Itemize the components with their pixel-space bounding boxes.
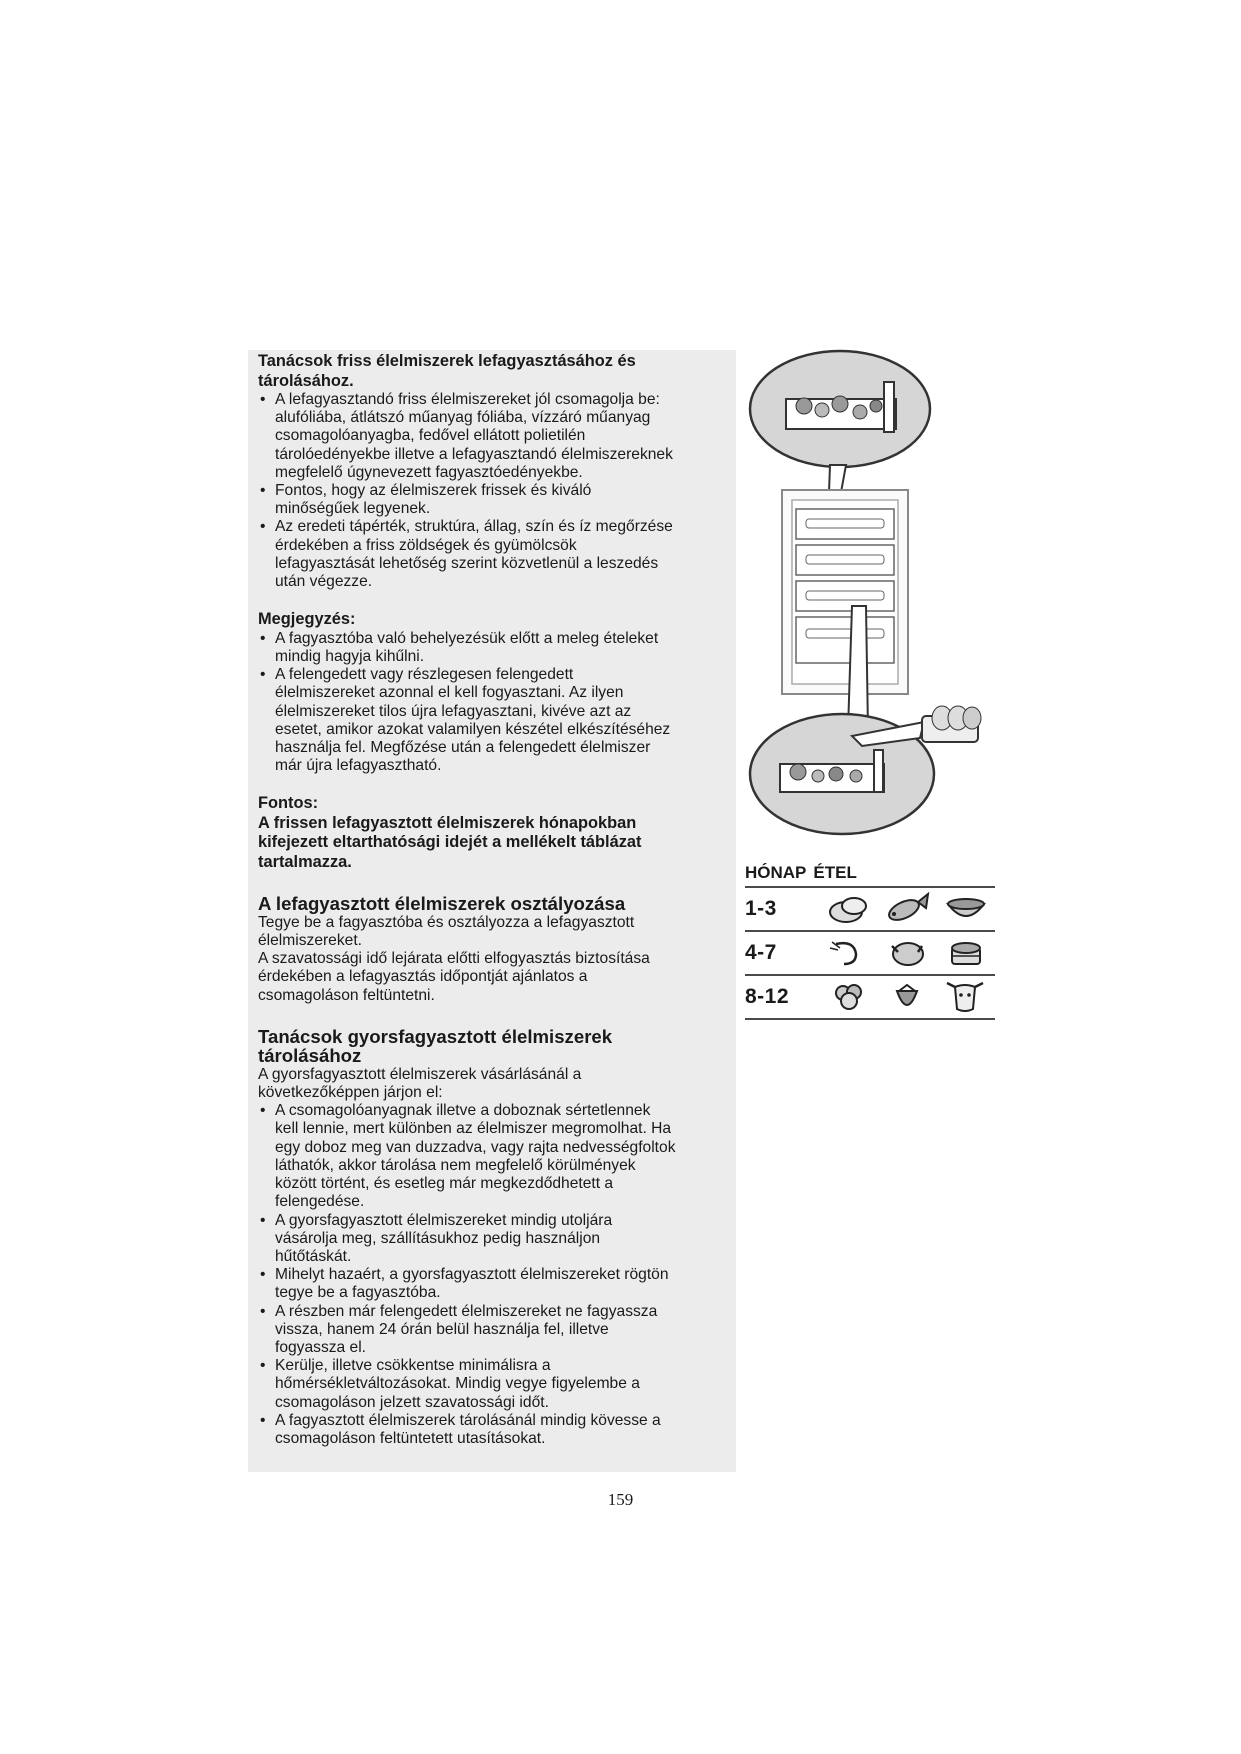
months-cell: 4-7 bbox=[745, 941, 777, 964]
freezer-illustration bbox=[744, 344, 1004, 844]
months-cell: 1-3 bbox=[745, 897, 777, 920]
cow-icon bbox=[943, 979, 987, 1015]
frozen-tips-bullet-list bbox=[258, 1102, 726, 1448]
table-row bbox=[745, 888, 995, 932]
note-bullet-list bbox=[258, 630, 726, 776]
fish-icon bbox=[884, 892, 930, 926]
classification-title: A lefagyasztott élelmiszerek osztályozása bbox=[258, 893, 626, 915]
strawberry-icon bbox=[887, 979, 927, 1015]
header-food: ÉTEL bbox=[813, 863, 857, 882]
frozen-tips-title: Tanácsok gyorsfagyasztott élelmiszerek tárolásához bbox=[258, 1025, 613, 1067]
bullet-item: • A részben már felengedett élelmiszereket ne fagyassza vissza, hanem 24 órán belül használja fel, illetve fogyassza el. bbox=[258, 1303, 726, 1358]
bullet-item: • Mihelyt hazaért, a gyorsfagyasztott élelmiszereket rögtön tegye be a fagyasztóba. bbox=[258, 1266, 726, 1302]
section-important bbox=[258, 794, 726, 872]
classification-text: Tegye be a fagyasztóba és osztályozza a lefagyasztott élelmiszereket. A szavatossági idő lejárata előtti elfogyasztás biztosítása érdekében a lefagyasztás időpontját ajánlatos a csomagoláson feltüntetni. bbox=[258, 913, 650, 1004]
bullet-item: • Kerülje, illetve csökkentse minimálisra a hőmérsékletváltozásokat. Mindig vegye figyelembe a csomagoláson jelzett szavatossági időt. bbox=[258, 1357, 726, 1412]
months-cell: 8-12 bbox=[745, 985, 790, 1008]
bread-icon bbox=[826, 892, 870, 926]
bullet-item: • A gyorsfagyasztott élelmiszereket mindig utoljára vásárolja meg, szállításukhoz pedig használjon hűtőtáskát. bbox=[258, 1212, 726, 1267]
section-frozen-tips bbox=[258, 1027, 726, 1448]
food-icons-cell bbox=[819, 979, 995, 1015]
bullet-item: • A fagyasztott élelmiszerek tárolásánál mindig kövesse a csomagoláson feltüntetett utasításokat. bbox=[258, 1412, 726, 1448]
bullet-item: • A felengedett vagy részlegesen felengedett élelmiszereket azonnal el kell fogyasztani. Az ilyen élelmiszereket tilos újra lefagyasztani, kivéve azt az esetet, amikor azokat valamilyen készétel elkészítéséhez használja fel. Megfőzése után a felengedett élelmiszer már újra lefagyasztható. bbox=[258, 666, 726, 775]
shrimp-icon bbox=[826, 936, 870, 970]
frozen-tips-intro: A gyorsfagyasztott élelmiszerek vásárlásánál a következőképpen járjon el: bbox=[258, 1065, 582, 1102]
cauliflower-icon bbox=[827, 979, 871, 1015]
text-column bbox=[248, 350, 736, 1472]
bullet-item: • Az eredeti tápérték, struktúra, állag, szín és íz megőrzése érdekében a friss zöldségek és gyümölcsök lefagyasztását lehetőség szerint közvetlenül a leszedés után végezze. bbox=[258, 518, 726, 591]
table-row bbox=[745, 976, 995, 1020]
bullet-item: • A csomagolóanyagnak illetve a doboznak sértetlennek kell lennie, mert különben az élelmiszer megromolhat. Ha egy doboz meg van duzzadva, vagy rajta nedvességfoltok láthatók, akkor tárolása nem megfelelő körülmények között történt, és esetleg már megkezdődhetett a felengedése. bbox=[258, 1102, 726, 1211]
food-icons-cell bbox=[819, 936, 995, 970]
table-row bbox=[745, 932, 995, 976]
section-fresh-food-title: Tanácsok friss élelmiszerek lefagyasztásához és tárolásához. bbox=[258, 352, 636, 390]
section-fresh-food bbox=[258, 352, 726, 591]
freezer-cabinet bbox=[782, 490, 908, 694]
storage-table bbox=[745, 862, 995, 1020]
chicken-icon bbox=[884, 936, 930, 970]
note-title: Megjegyzés: bbox=[258, 610, 356, 629]
fresh-food-bullet-list bbox=[258, 391, 726, 591]
important-text: A frissen lefagyasztott élelmiszerek hónapokban kifejezett eltarthatósági idejét a mellékelt táblázat tartalmazza. bbox=[258, 813, 642, 871]
table-header bbox=[745, 862, 995, 888]
cake-icon bbox=[944, 936, 988, 970]
page-number: 159 bbox=[607, 1490, 634, 1509]
bullet-item: • Fontos, hogy az élelmiszerek frissek és kiváló minőségűek legyenek. bbox=[258, 482, 726, 518]
bullet-item: • A lefagyasztandó friss élelmiszereket jól csomagolja be: alufóliába, átlátszó műanyag fóliába, vízzáró műanyag csomagolóanyagba, fedővel ellátott polietilén tárolóedényekbe illetve a lefagyasztandó élelmiszereknek megfelelő úgynevezett fagyasztóedényekbe. bbox=[258, 391, 726, 482]
header-month: HÓNAP bbox=[745, 863, 807, 882]
food-icons-cell bbox=[819, 892, 995, 926]
bullet-item: • A fagyasztóba való behelyezésük előtt a meleg ételeket mindig hagyja kihűlni. bbox=[258, 630, 726, 666]
important-title: Fontos: bbox=[258, 794, 319, 813]
soup-bowl-icon bbox=[944, 892, 988, 926]
section-note bbox=[258, 610, 726, 775]
section-classification bbox=[258, 894, 726, 1005]
